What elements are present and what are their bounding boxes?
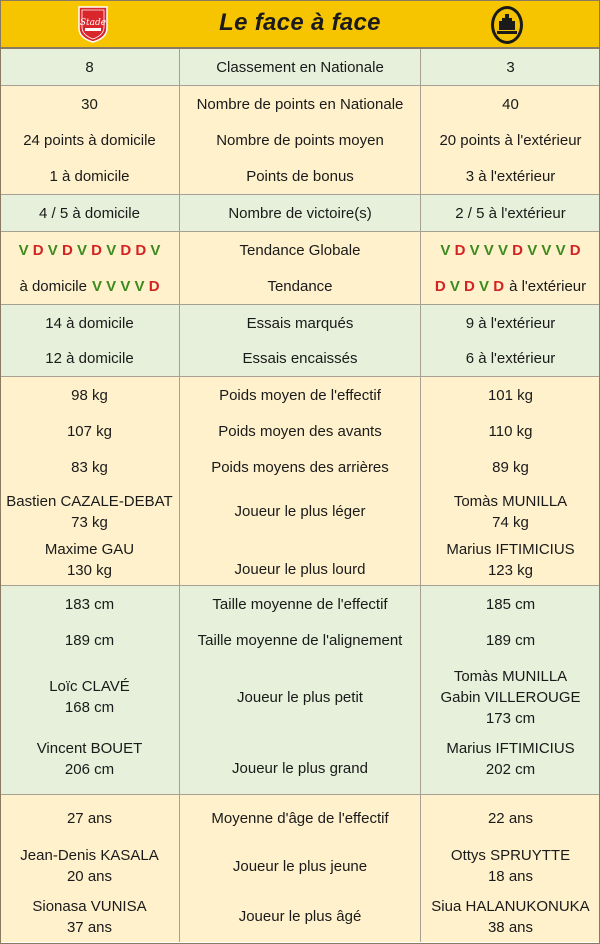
defeat-marker: D [464, 277, 475, 295]
classement-section [0, 49, 600, 86]
table-row [0, 485, 600, 538]
row-label: Taille moyenne de l'alignement [197, 631, 403, 649]
row-label: Joueur le plus petit [237, 688, 363, 706]
victory-marker: V [449, 277, 460, 295]
essais-section [0, 305, 600, 377]
table-row [0, 341, 600, 376]
player-value: 206 cm [64, 761, 115, 778]
right-value: 2 / 5 à l'extérieur [455, 204, 566, 222]
table-row [0, 305, 600, 341]
player-value: 130 kg [66, 561, 113, 579]
table-row [0, 268, 600, 304]
row-label: Poids moyen des avants [218, 422, 382, 440]
defeat-marker: D [569, 241, 581, 259]
taille-section [0, 586, 600, 795]
right-value: 3 [506, 58, 515, 76]
table-row [0, 586, 600, 622]
left-value: 98 kg [71, 386, 108, 404]
player-name: Marius IFTIMICIUS [446, 540, 575, 558]
player-name: Sionasa VUNISA [32, 897, 147, 915]
left-results [19, 240, 161, 261]
row-label: Poids moyens des arrières [211, 458, 389, 476]
table-row [0, 86, 600, 122]
player-name: Tomàs MUNILLA [453, 667, 568, 685]
table-row [0, 891, 600, 942]
player-value: 173 cm [485, 709, 536, 727]
defeat-marker: D [61, 241, 73, 259]
table-row [0, 622, 600, 658]
victory-marker: V [440, 241, 451, 259]
right-value: 3 à l'extérieur [465, 167, 556, 185]
table-row [0, 122, 600, 158]
table-row [0, 49, 600, 85]
left-value: 30 [81, 95, 98, 113]
defeat-marker: D [91, 241, 103, 259]
row-label: Taille moyenne de l'effectif [212, 595, 388, 613]
header-bar [0, 0, 600, 49]
player-name: Vincent BOUET [36, 740, 143, 757]
defeat-marker: D [120, 241, 132, 259]
row-label: Joueur le plus lourd [234, 561, 366, 578]
defeat-marker: D [32, 241, 44, 259]
victory-marker: V [555, 241, 566, 259]
player-value: 18 ans [487, 868, 534, 885]
row-label: Essais encaissés [242, 350, 358, 367]
victory-marker: V [527, 241, 538, 259]
defeat-marker: D [512, 241, 524, 259]
row-label: Tendance Globale [239, 241, 361, 259]
right-value: 189 cm [485, 631, 536, 649]
table-row [0, 377, 600, 413]
row-label: Points de bonus [246, 167, 354, 185]
right-value: 22 ans [487, 809, 534, 827]
player-name: Maxime GAU [44, 540, 135, 558]
table-row [0, 232, 600, 268]
poids-section [0, 377, 600, 586]
player-name: Ottys SPRUYTTE [450, 847, 571, 864]
left-prefix: à domicile [19, 277, 87, 295]
right-results [435, 278, 504, 295]
row-label: Tendance [267, 277, 333, 295]
player-name: Marius IFTIMICIUS [446, 740, 575, 757]
player-value: 202 cm [485, 761, 536, 778]
left-value: 27 ans [66, 809, 113, 827]
left-value: 183 cm [64, 595, 115, 613]
table-row [0, 736, 600, 794]
player-value: 20 ans [66, 868, 113, 885]
victory-marker: V [541, 241, 552, 259]
right-results [440, 240, 580, 261]
table-row [0, 841, 600, 891]
left-value: 107 kg [66, 422, 113, 440]
player-value: 123 kg [487, 561, 534, 579]
defeat-marker: D [454, 241, 466, 259]
row-label: Poids moyen de l'effectif [219, 386, 381, 404]
left-value: 83 kg [71, 458, 108, 476]
player-value: 73 kg [71, 513, 108, 531]
row-label: Classement en Nationale [216, 58, 384, 76]
player-name: Loïc CLAVÉ [49, 678, 130, 695]
defeat-marker: D [493, 277, 505, 295]
row-label: Nombre de points moyen [216, 131, 384, 149]
left-value: 8 [85, 58, 94, 76]
age-section [0, 795, 600, 942]
right-value: 185 cm [485, 595, 536, 613]
row-label: Moyenne d'âge de l'effectif [211, 809, 389, 827]
tendance-section [0, 232, 600, 305]
table-row [0, 158, 600, 194]
player-name: Jean-Denis KASALA [20, 847, 159, 864]
victory-marker: V [106, 241, 117, 259]
row-label: Essais marqués [246, 314, 354, 332]
points-section [0, 86, 600, 195]
player-value: 38 ans [487, 918, 534, 936]
left-value: 12 à domicile [45, 350, 134, 367]
victory-marker: V [134, 277, 145, 295]
right-value: 9 à l'extérieur [465, 314, 556, 332]
player-name: Bastien CAZALE-DEBAT [6, 492, 173, 510]
row-label: Joueur le plus léger [234, 503, 366, 520]
player-name: Tomàs MUNILLA [453, 492, 568, 510]
defeat-marker: D [135, 241, 147, 259]
left-value: 4 / 5 à domicile [39, 204, 140, 222]
table-row [0, 658, 600, 736]
page-title: Le face à face [219, 9, 381, 36]
victory-marker: V [469, 241, 480, 259]
right-value: 89 kg [492, 458, 529, 476]
defeat-marker: D [434, 277, 446, 295]
left-value: 189 cm [64, 631, 115, 649]
row-label: Joueur le plus grand [232, 759, 368, 777]
right-value: 101 kg [487, 386, 534, 404]
right-value: 6 à l'extérieur [465, 350, 556, 367]
right-value: 110 kg [488, 422, 533, 440]
victory-marker: V [479, 277, 490, 295]
player-value: 37 ans [66, 918, 113, 936]
row-label: Nombre de victoire(s) [228, 204, 372, 222]
victory-marker: V [91, 277, 102, 295]
svg-text:Stade: Stade [79, 18, 107, 28]
player-name-2: Gabin VILLEROUGE [440, 688, 581, 706]
victory-marker: V [497, 241, 508, 259]
victory-marker: V [47, 241, 58, 259]
left-value: 24 points à domicile [23, 131, 156, 149]
right-suffix: à l'extérieur [509, 277, 587, 295]
table-row [0, 195, 600, 231]
defeat-marker: D [148, 277, 160, 295]
victory-marker: V [18, 241, 29, 259]
comparison-table [0, 49, 600, 942]
table-row [0, 449, 600, 485]
row-label: Joueur le plus âgé [238, 908, 362, 925]
table-row [0, 795, 600, 841]
row-label: Joueur le plus jeune [232, 857, 368, 875]
victory-marker: V [106, 277, 117, 295]
victory-marker: V [483, 241, 494, 259]
player-name: Siua HALANUKONUKA [431, 897, 590, 915]
right-value: 20 points à l'extérieur [439, 131, 582, 149]
row-label: Nombre de points en Nationale [196, 95, 404, 113]
victory-marker: V [150, 241, 161, 259]
player-value: 168 cm [64, 699, 115, 716]
victoires-section [0, 195, 600, 232]
left-value: 14 à domicile [45, 314, 134, 332]
victory-marker: V [76, 241, 87, 259]
right-value: 40 [502, 95, 519, 113]
victory-marker: V [120, 277, 131, 295]
table-row [0, 538, 600, 585]
table-row [0, 413, 600, 449]
player-value: 74 kg [492, 513, 529, 531]
us-carcassonne-crest-icon [489, 4, 525, 51]
left-value: 1 à domicile [49, 167, 130, 185]
left-results [92, 278, 160, 295]
